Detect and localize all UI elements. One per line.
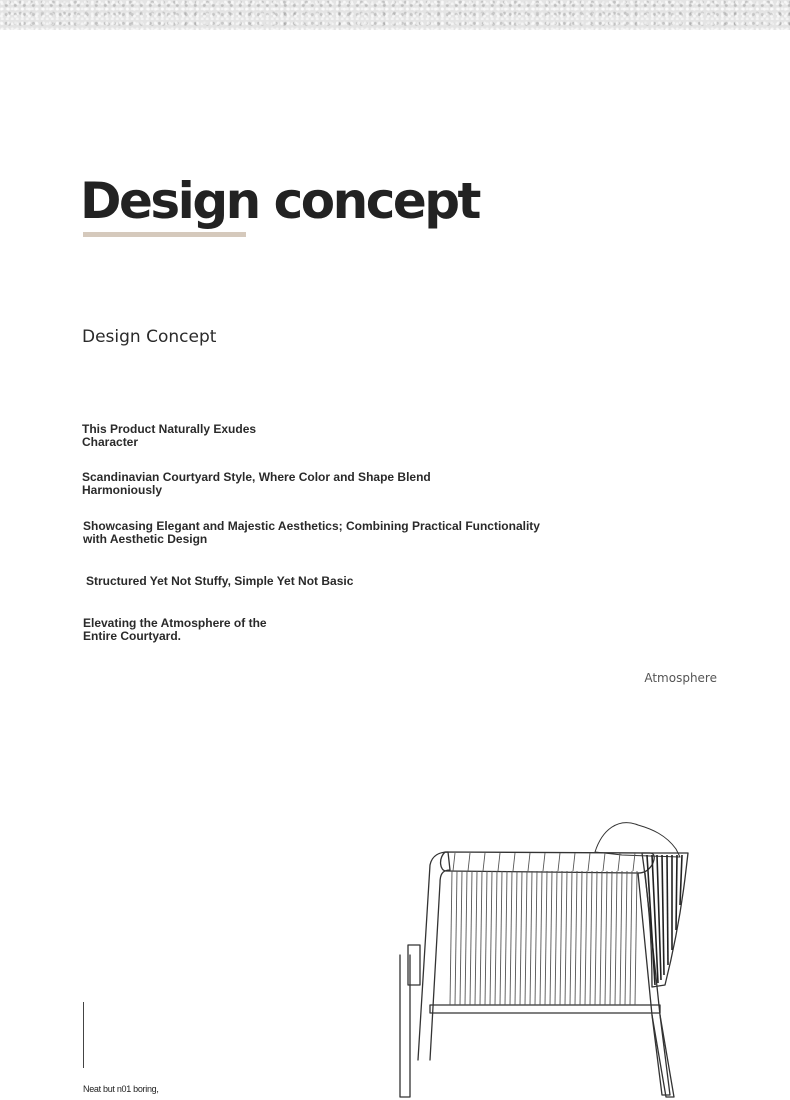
concept-line-scandinavian-style: Scandinavian Courtyard Style, Where Color and Shape Blend Harmoniously [82, 470, 431, 497]
footer-tagline: Neat but n01 boring, [83, 1084, 159, 1094]
concept-line-aesthetics: Showcasing Elegant and Majestic Aesthetics; Combining Practical Functionality with Aesthetic Design [83, 519, 540, 546]
title-underline [83, 232, 246, 237]
page-title: Design concept [80, 172, 479, 230]
concept-line-atmosphere: Elevating the Atmosphere of the Entire Courtyard. [83, 616, 267, 643]
concept-line-character: This Product Naturally Exudes Character [82, 422, 257, 449]
concept-line-structured: Structured Yet Not Stuffy, Simple Yet Not Basic [86, 574, 354, 588]
section-heading: Design Concept [82, 327, 217, 347]
chair-illustration-icon [390, 815, 700, 1100]
texture-header-band [0, 0, 790, 30]
vertical-divider [83, 1002, 84, 1068]
atmosphere-label: Atmosphere [644, 671, 717, 685]
